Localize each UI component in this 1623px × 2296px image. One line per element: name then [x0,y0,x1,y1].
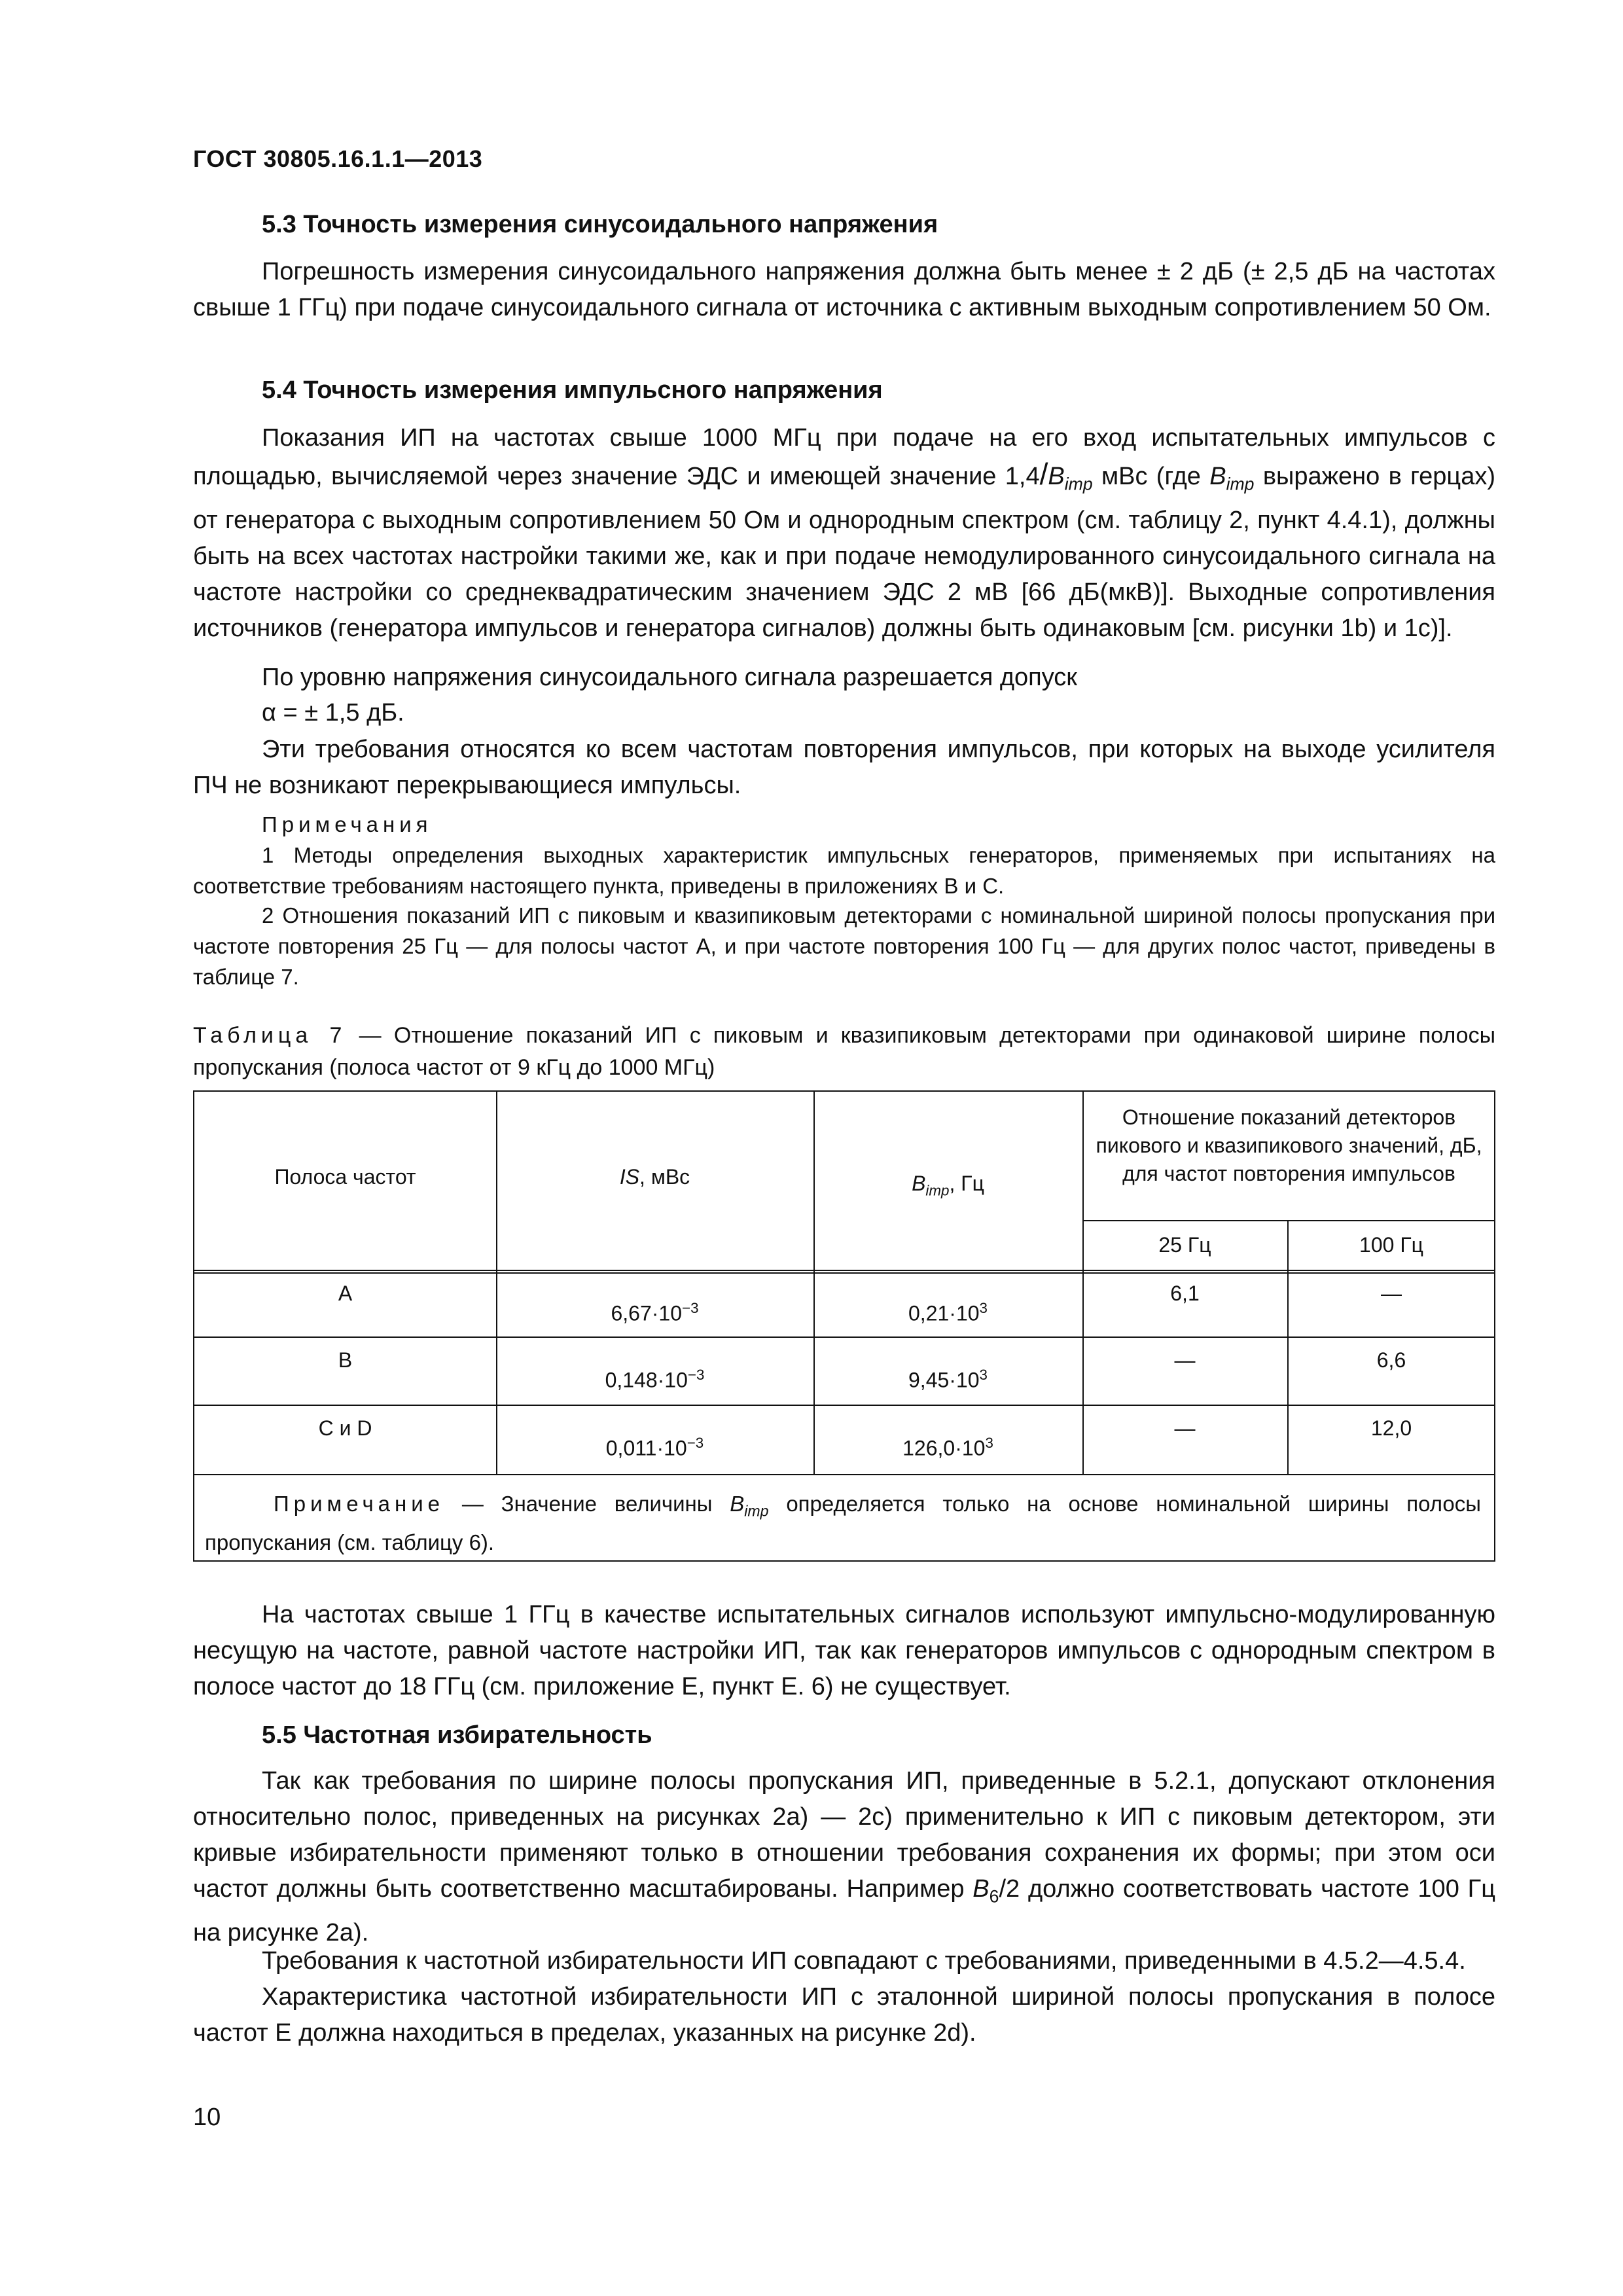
column-header-band: Полоса частот [274,1165,416,1189]
tolerance-formula: α = ± 1,5 дБ. [262,699,404,726]
note-2: 2 Отношения показаний ИП с пиковым и квазипиковым детекторами с номинальной шириной полосы пропускания при частоте повторения 25 Гц — для полосы частот A, и при частоте повторения 100 Гц — для других полос частот, приведены в таблице 7. [193,903,1495,989]
table-row-3-bimp: $126,0\cdot 10^3$ [902,1435,993,1460]
formula-pulse-area: $1,4/B_{imp}$ [1005,457,1093,494]
table-row-1-is: $6,67\cdot 10^{-3}$ [611,1300,699,1325]
table-note: Примечание — Значение величины $B_{imp}$ определяется только на основе номинальной ширины полосы пропускания (см. таблицу 6). [205,1492,1481,1554]
after-table-paragraph: На частотах свыше 1 ГГц в качестве испытательных сигналов используют импульсно-модулированную несущую на частоте, равной частоте настройки ИП, так как генераторов импульсов с однородным спектром в полосе частот до 18 ГГц (см. приложение E, пункт E. 6) не существует. [193,1601,1495,1700]
table-7 [193,1090,1495,1562]
table-row-2-is: $0,148\cdot 10^{-3}$ [605,1367,705,1392]
column-header-100hz: 100 Гц [1359,1233,1423,1257]
section-5-5-paragraph-3: Характеристика частотной избирательности ИП с эталонной шириной полосы пропускания в полосе частот E должна находиться в пределах, указанных на рисунке 2d). [193,1983,1495,2047]
table-row-1-bimp: $0,21\cdot 10^3$ [908,1300,988,1325]
section-5-4-paragraph-1: Показания ИП на частотах свыше 1000 МГц при подаче на его вход испытательных импульсов с площадью, вычисляемой через значение ЭДС и имеющей значение $1,4/B_{imp}$ мВс (где $B_{imp}$ выражено в герцах) от генератора с выходным сопротивлением 50 Ом и однородным спектром (см. таблицу 2, пункт 4.4.1), должны быть на всех частотах настройки такими же, как и при подаче немодулированного синусоидального сигнала на частоте настройки со среднеквадратическим значением ЭДС 2 мВ [66 дБ(мкВ)]. Выходные сопротивления источников (генератора импульсов и генератора сигналов) должны быть одинаковым [см. рисунки 1b) и 1c)]. [193,424,1495,642]
column-header-25hz: 25 Гц [1158,1233,1211,1257]
table-row-3-100hz: 12,0 [1370,1416,1412,1440]
table-row-1-band: A [338,1282,353,1305]
section-5-4-paragraph-2: По уровню напряжения синусоидального сигнала разрешается допуск [262,664,1077,691]
table-row-3-is: $0,011\cdot 10^{-3}$ [605,1435,704,1460]
section-5-4-title: 5.4 Точность измерения импульсного напряжения [262,376,883,404]
table-row-1-25hz: 6,1 [1170,1282,1200,1305]
table-caption: Таблица 7 — Отношение показаний ИП с пиковым и квазипиковым детекторами при одинаковой ширине полосы пропускания (полоса частот от 9 кГц до 1000 МГц) [193,1023,1496,1080]
section-5-5-title: 5.5 Частотная избирательность [262,1721,652,1749]
page-number: 10 [193,2104,221,2131]
table-row-3-25hz: — [1174,1416,1196,1440]
section-5-4-paragraph-3: Эти требования относятся ко всем частотам повторения импульсов, при которых на выходе усилителя ПЧ не возникают перекрывающиеся импульсы. [193,736,1495,799]
table-row-2-25hz: — [1174,1348,1196,1372]
table-row-2-100hz: 6,6 [1376,1348,1406,1372]
table-row-3-band: C и D [318,1416,372,1440]
table-row-1-100hz: — [1381,1282,1402,1305]
table-row-2-band: B [338,1348,353,1372]
section-5-3-title: 5.3 Точность измерения синусоидального напряжения [262,211,938,238]
table-row-2-bimp: $9,45\cdot 10^3$ [908,1367,988,1392]
notes-title: Примечания [262,812,433,836]
section-5-5-paragraph-1: Так как требования по ширине полосы пропускания ИП, приведенные в 5.2.1, допускают отклонения относительно полос, приведенных на рисунках 2a) — 2c) применительно к ИП с пиковым детектором, эти кривые избирательности применяют только в отношении требования сохранения их формы; при этом оси частот должны быть соответственно масштабированы. Например $B_6/2$ должно соответствовать частоте 100 Гц на рисунке 2a). [193,1767,1495,1946]
column-header-is: IS, мВс [619,1165,690,1189]
column-header-bimp: $B_{imp}$, Гц [912,1172,984,1199]
note-1: 1 Методы определения выходных характеристик импульсных генераторов, применяемых при испытаниях на соответствие требованиям настоящего пункта, приведены в приложениях B и C. [193,843,1495,898]
column-header-ratio: Отношение показаний детекторов пикового и квазипикового значений, дБ, для частот повторения импульсов [1096,1105,1482,1185]
section-5-3-paragraph: Погрешность измерения синусоидального напряжения должна быть менее ± 2 дБ (± 2,5 дБ на частотах свыше 1 ГГц) при подаче синусоидального сигнала от источника с активным выходным сопротивлением 50 Ом. [193,258,1495,321]
document-header: ГОСТ 30805.16.1.1—2013 [193,145,483,172]
section-5-5-paragraph-2: Требования к частотной избирательности ИП совпадают с требованиями, приведенными в 4.5.2—4.5.4. [262,1947,1466,1975]
